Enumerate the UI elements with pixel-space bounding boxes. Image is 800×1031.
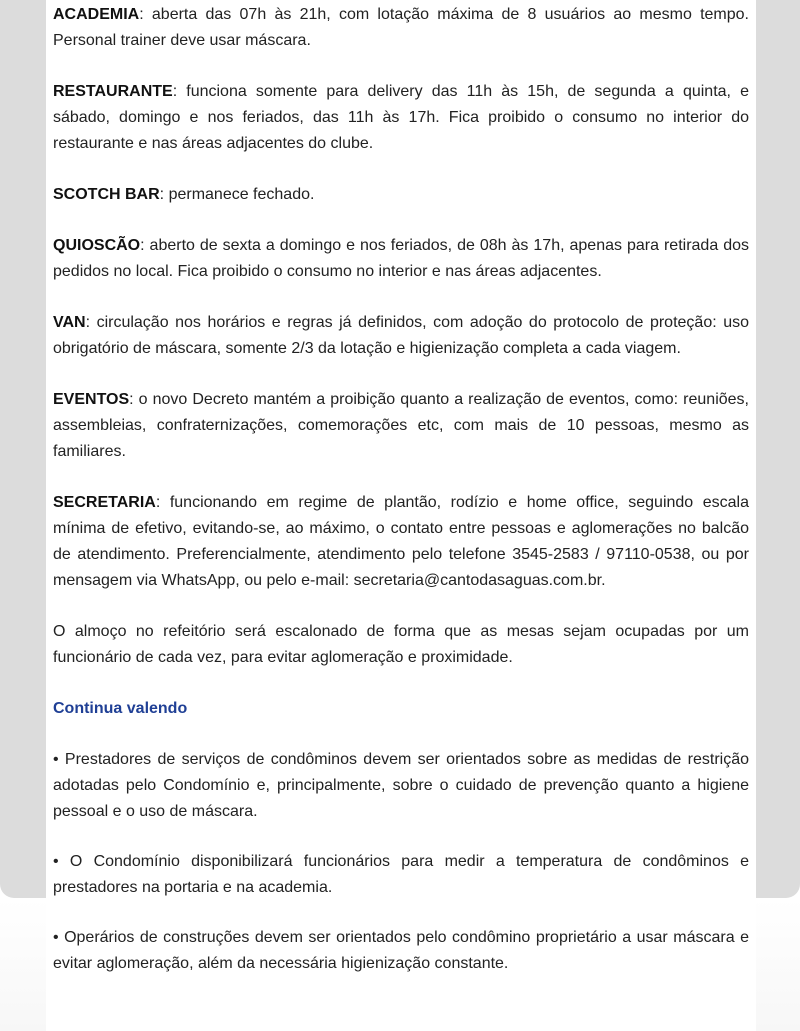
article-body (46, 0, 756, 1031)
lunch-note: O almoço no refeitório será escalonado de forma que as mesas sejam ocupadas por um funcionário de cada vez, para evitar aglomeração e proximidade. (53, 623, 749, 666)
paragraph-secretaria (53, 490, 749, 594)
paragraph-label: RESTAURANTE (53, 83, 173, 100)
paragraph-text: : funciona somente para delivery das 11h às 15h, de segunda a quinta, e sábado, domingo e nos feriados, das 11h às 17h. Fica proibido o consumo no interior do restaurante e nas áreas adjacentes do clube. (53, 83, 749, 152)
paragraph-label: VAN (53, 314, 86, 331)
paragraph-scotch-bar (53, 182, 749, 208)
bullet-item: • Prestadores de serviços de condôminos devem ser orientados sobre as medidas de restrição adotadas pelo Condomínio e, principalmente, sobre o cuidado de prevenção quanto a higiene pessoal e o uso de máscara. (53, 751, 749, 820)
paragraph-label: ACADEMIA (53, 6, 140, 23)
paragraph-label: EVENTOS (53, 391, 130, 408)
section-heading: Continua valendo (53, 700, 188, 717)
bullet-item: • Operários de construções devem ser orientados pelo condômino proprietário a usar máscara e evitar aglomeração, além da necessária higienização constante. (53, 929, 749, 972)
paragraph-restaurante (53, 79, 749, 157)
paragraph-text: : o novo Decreto mantém a proibição quanto a realização de eventos, como: reuniões, assembleias, confraternizações, comemorações etc, com mais de 10 pessoas, mesmo as familiares. (53, 391, 749, 460)
paragraph-van (53, 310, 749, 362)
paragraph-text: : permanece fechado. (159, 186, 315, 203)
paragraph-text: : aberto de sexta a domingo e nos feriados, de 08h às 17h, apenas para retirada dos pedidos no local. Fica proibido o consumo no interior e nas áreas adjacentes. (53, 237, 749, 280)
paragraph-label: QUIOSCÃO (53, 237, 141, 254)
paragraph-label: SECRETARIA (53, 494, 156, 511)
paragraph-text: : funcionando em regime de plantão, rodízio e home office, seguindo escala mínima de efetivo, evitando-se, ao máximo, o contato entre pessoas e aglomerações no balcão de atendimento. Preferencialmente, atendimento pelo telefone 3545-2583 / 97110-0538, ou por mensagem via WhatsApp, ou pelo e-mail: secretaria@cantodasaguas.com.br. (53, 494, 749, 589)
paragraph-eventos (53, 387, 749, 465)
paragraph-label: SCOTCH BAR (53, 186, 160, 203)
paragraph-text: : circulação nos horários e regras já definidos, com adoção do protocolo de proteção: uso obrigatório de máscara, somente 2/3 da lotação e higienização completa a cada viagem. (53, 314, 749, 357)
paragraph-text: : aberta das 07h às 21h, com lotação máxima de 8 usuários ao mesmo tempo. Personal trainer deve usar máscara. (53, 6, 749, 49)
bullet-item: • O Condomínio disponibilizará funcionários para medir a temperatura de condôminos e prestadores na portaria e na academia. (53, 853, 749, 896)
paragraph-quioscao (53, 233, 749, 285)
paragraph-academia (53, 2, 749, 54)
